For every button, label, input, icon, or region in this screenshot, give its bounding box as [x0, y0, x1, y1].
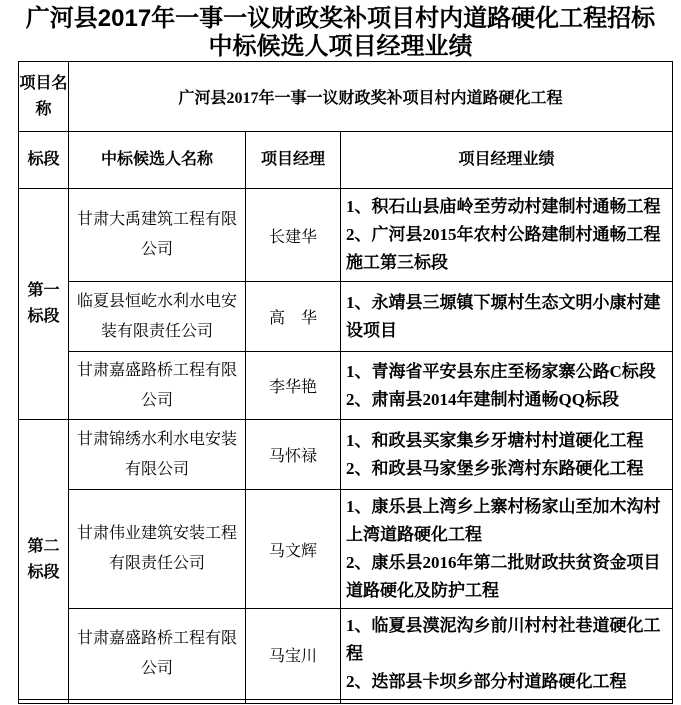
- performance-list: [341, 420, 673, 490]
- header-manager: 项目经理: [246, 132, 341, 189]
- table-row: [19, 352, 673, 420]
- table-row: [19, 189, 673, 282]
- manager-name: 马宝川: [246, 609, 341, 700]
- performance-list: [341, 282, 673, 352]
- header-section: 标段: [19, 132, 69, 189]
- performance-item: 1、永靖县三塬镇下塬村生态文明小康村建设项目: [346, 292, 661, 340]
- company-name: 临夏县恒屹水利水电安装有限责任公司: [69, 282, 246, 352]
- header-candidate: 中标候选人名称: [69, 132, 246, 189]
- project-name-value: 广河县2017年一事一议财政奖补项目村内道路硬化工程: [69, 62, 673, 132]
- page-title-line2: 中标候选人项目经理业绩: [208, 33, 473, 60]
- table-row: [19, 420, 673, 490]
- manager-name: 马怀禄: [246, 420, 341, 490]
- section-2-label: 第二标段: [19, 420, 69, 700]
- company-name: 甘肃嘉盛路桥工程有限公司: [69, 352, 246, 420]
- company-name: 甘肃大禹建筑工程有限公司: [69, 189, 246, 282]
- table-row-partial: [19, 700, 673, 704]
- section-1-label: 第一标段: [19, 189, 69, 420]
- project-name-row: [19, 62, 673, 132]
- manager-name: 马文辉: [246, 490, 341, 609]
- page-title: [0, 0, 681, 61]
- performance-item: 2、广河县2015年农村公路建制村通畅工程施工第三标段: [346, 225, 661, 272]
- company-name: 甘肃伟业建筑安装工程有限责任公司: [69, 490, 246, 609]
- table-header-row: [19, 132, 673, 189]
- header-performance: 项目经理业绩: [341, 132, 673, 189]
- page-title-line1: 广河县2017年一事一议财政奖补项目村内道路硬化工程招标: [25, 5, 656, 32]
- performance-list: [341, 490, 673, 609]
- performance-list: [341, 189, 673, 282]
- performance-item: 1、康乐县上湾乡上寨村杨家山至加木沟村上湾道路硬化工程: [346, 497, 661, 544]
- table-row: [19, 282, 673, 352]
- manager-name: 高 华: [246, 282, 341, 352]
- performance-list: [341, 609, 673, 700]
- project-name-label: 项目名称: [19, 62, 69, 132]
- performance-item: 2、迭部县卡坝乡部分村道路硬化工程: [346, 672, 627, 691]
- performance-item: 2、肃南县2014年建制村通畅QQ标段: [346, 389, 619, 409]
- performance-list: [341, 352, 673, 420]
- performance-item: 1、和政县买家集乡牙塘村村道硬化工程: [346, 430, 644, 450]
- company-name: 甘肃嘉盛路桥工程有限公司: [69, 609, 246, 700]
- table-row: [19, 609, 673, 700]
- performance-item: 1、积石山县庙岭至劳动村建制村通畅工程: [346, 197, 661, 216]
- performance-item: 2、康乐县2016年第二批财政扶贫资金项目道路硬化及防护工程: [346, 553, 661, 600]
- performance-item: 1、临夏县漠泥沟乡前川村村社巷道硬化工程: [346, 616, 661, 663]
- performance-item: 2、和政县马家堡乡张湾村东路硬化工程: [346, 458, 644, 478]
- manager-name: 李华艳: [246, 352, 341, 420]
- table-row: [19, 490, 673, 609]
- performance-item: 1、青海省平安县东庄至杨家寨公路C标段: [346, 361, 656, 381]
- bid-results-table: [18, 61, 673, 704]
- company-name: 甘肃锦绣水利水电安装有限公司: [69, 420, 246, 490]
- manager-name: 长建华: [246, 189, 341, 282]
